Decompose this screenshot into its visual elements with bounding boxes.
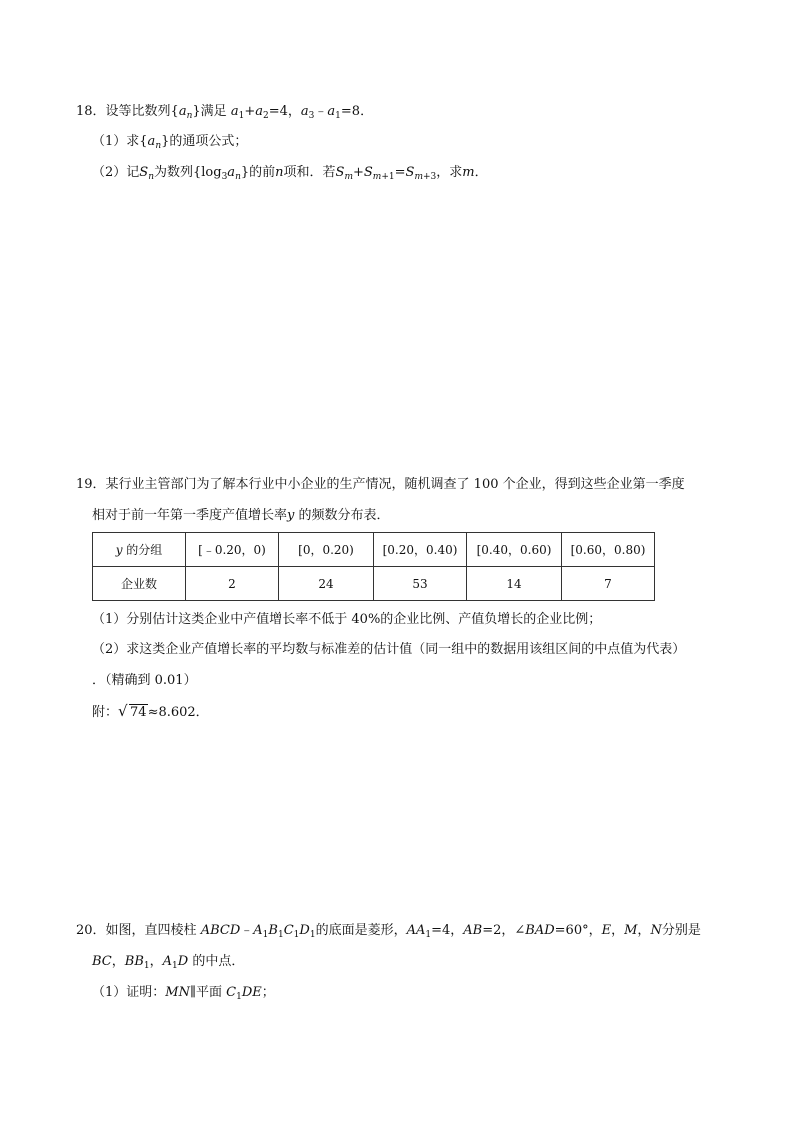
- question-19-appendix: 附： √ 74≈8.602．: [92, 702, 209, 720]
- table-cell: [0.60，0.80): [562, 533, 655, 567]
- question-number: 20．: [76, 923, 106, 938]
- table-row: [93, 567, 655, 601]
- question-20-part-1: （1）证明：MN∥平面 $C_1DE$；: [92, 985, 275, 1002]
- table-cell: [﹣0.20，0): [186, 533, 279, 567]
- question-18-stem: 18．设等比数列$\{a_n\}$满足 $a_1+a_2=4$，$a_3﹣a_1=8$．: [76, 104, 374, 121]
- question-number: 19．: [76, 477, 106, 492]
- question-19-part-2-precision: ．（精确到 0.01）: [92, 673, 197, 688]
- question-19-part-1: （1）分别估计这类企业中产值增长率不低于 40%的企业比例、产值负增长的企业比例；: [92, 612, 602, 627]
- frequency-table: [92, 532, 655, 601]
- question-20-stem-line-1: 20．如图，直四棱柱 $ABCD﹣A_1B_1C_1D_1$的底面是菱形，$AA_1=4$，AB=2，∠BAD=60°，E，M，N分别是: [76, 923, 701, 940]
- table-cell: 53: [374, 567, 467, 601]
- table-header-cell: 企业数: [93, 567, 186, 601]
- question-20-stem-line-2: BC，$BB_1$，$A_1D$ 的中点．: [92, 954, 245, 971]
- table-cell: 14: [467, 567, 562, 601]
- table-cell: 7: [562, 567, 655, 601]
- table-row: [93, 533, 655, 567]
- question-19-stem-line-1: 19．某行业主管部门为了解本行业中小企业的生产情况，随机调查了 100 个企业，得到这些企业第一季度: [76, 477, 685, 492]
- question-19-stem-line-2: 相对于前一年第一季度产值增长率y 的频数分布表．: [92, 508, 390, 523]
- question-19-part-2: （2）求这类企业产值增长率的平均数与标准差的估计值（同一组中的数据用该组区间的中点值为代表）: [92, 642, 686, 657]
- question-18-part-1: （1）求$\{a_n\}$的通项公式；: [92, 134, 248, 151]
- table-cell: [0.20，0.40): [374, 533, 467, 567]
- question-18-part-2: （2）记$S_n$为数列$\{\log_3a_n\}$的前n项和．若$S_m+S_{m+1}=S_{m+3}$，求m．: [92, 165, 488, 182]
- table-cell: 2: [186, 567, 279, 601]
- table-header-cell: y 的分组: [93, 533, 186, 567]
- square-root: √ 74: [118, 702, 147, 720]
- table-cell: [0，0.20): [279, 533, 374, 567]
- question-number: 18．: [76, 104, 106, 119]
- table-cell: 24: [279, 567, 374, 601]
- table-cell: [0.40，0.60): [467, 533, 562, 567]
